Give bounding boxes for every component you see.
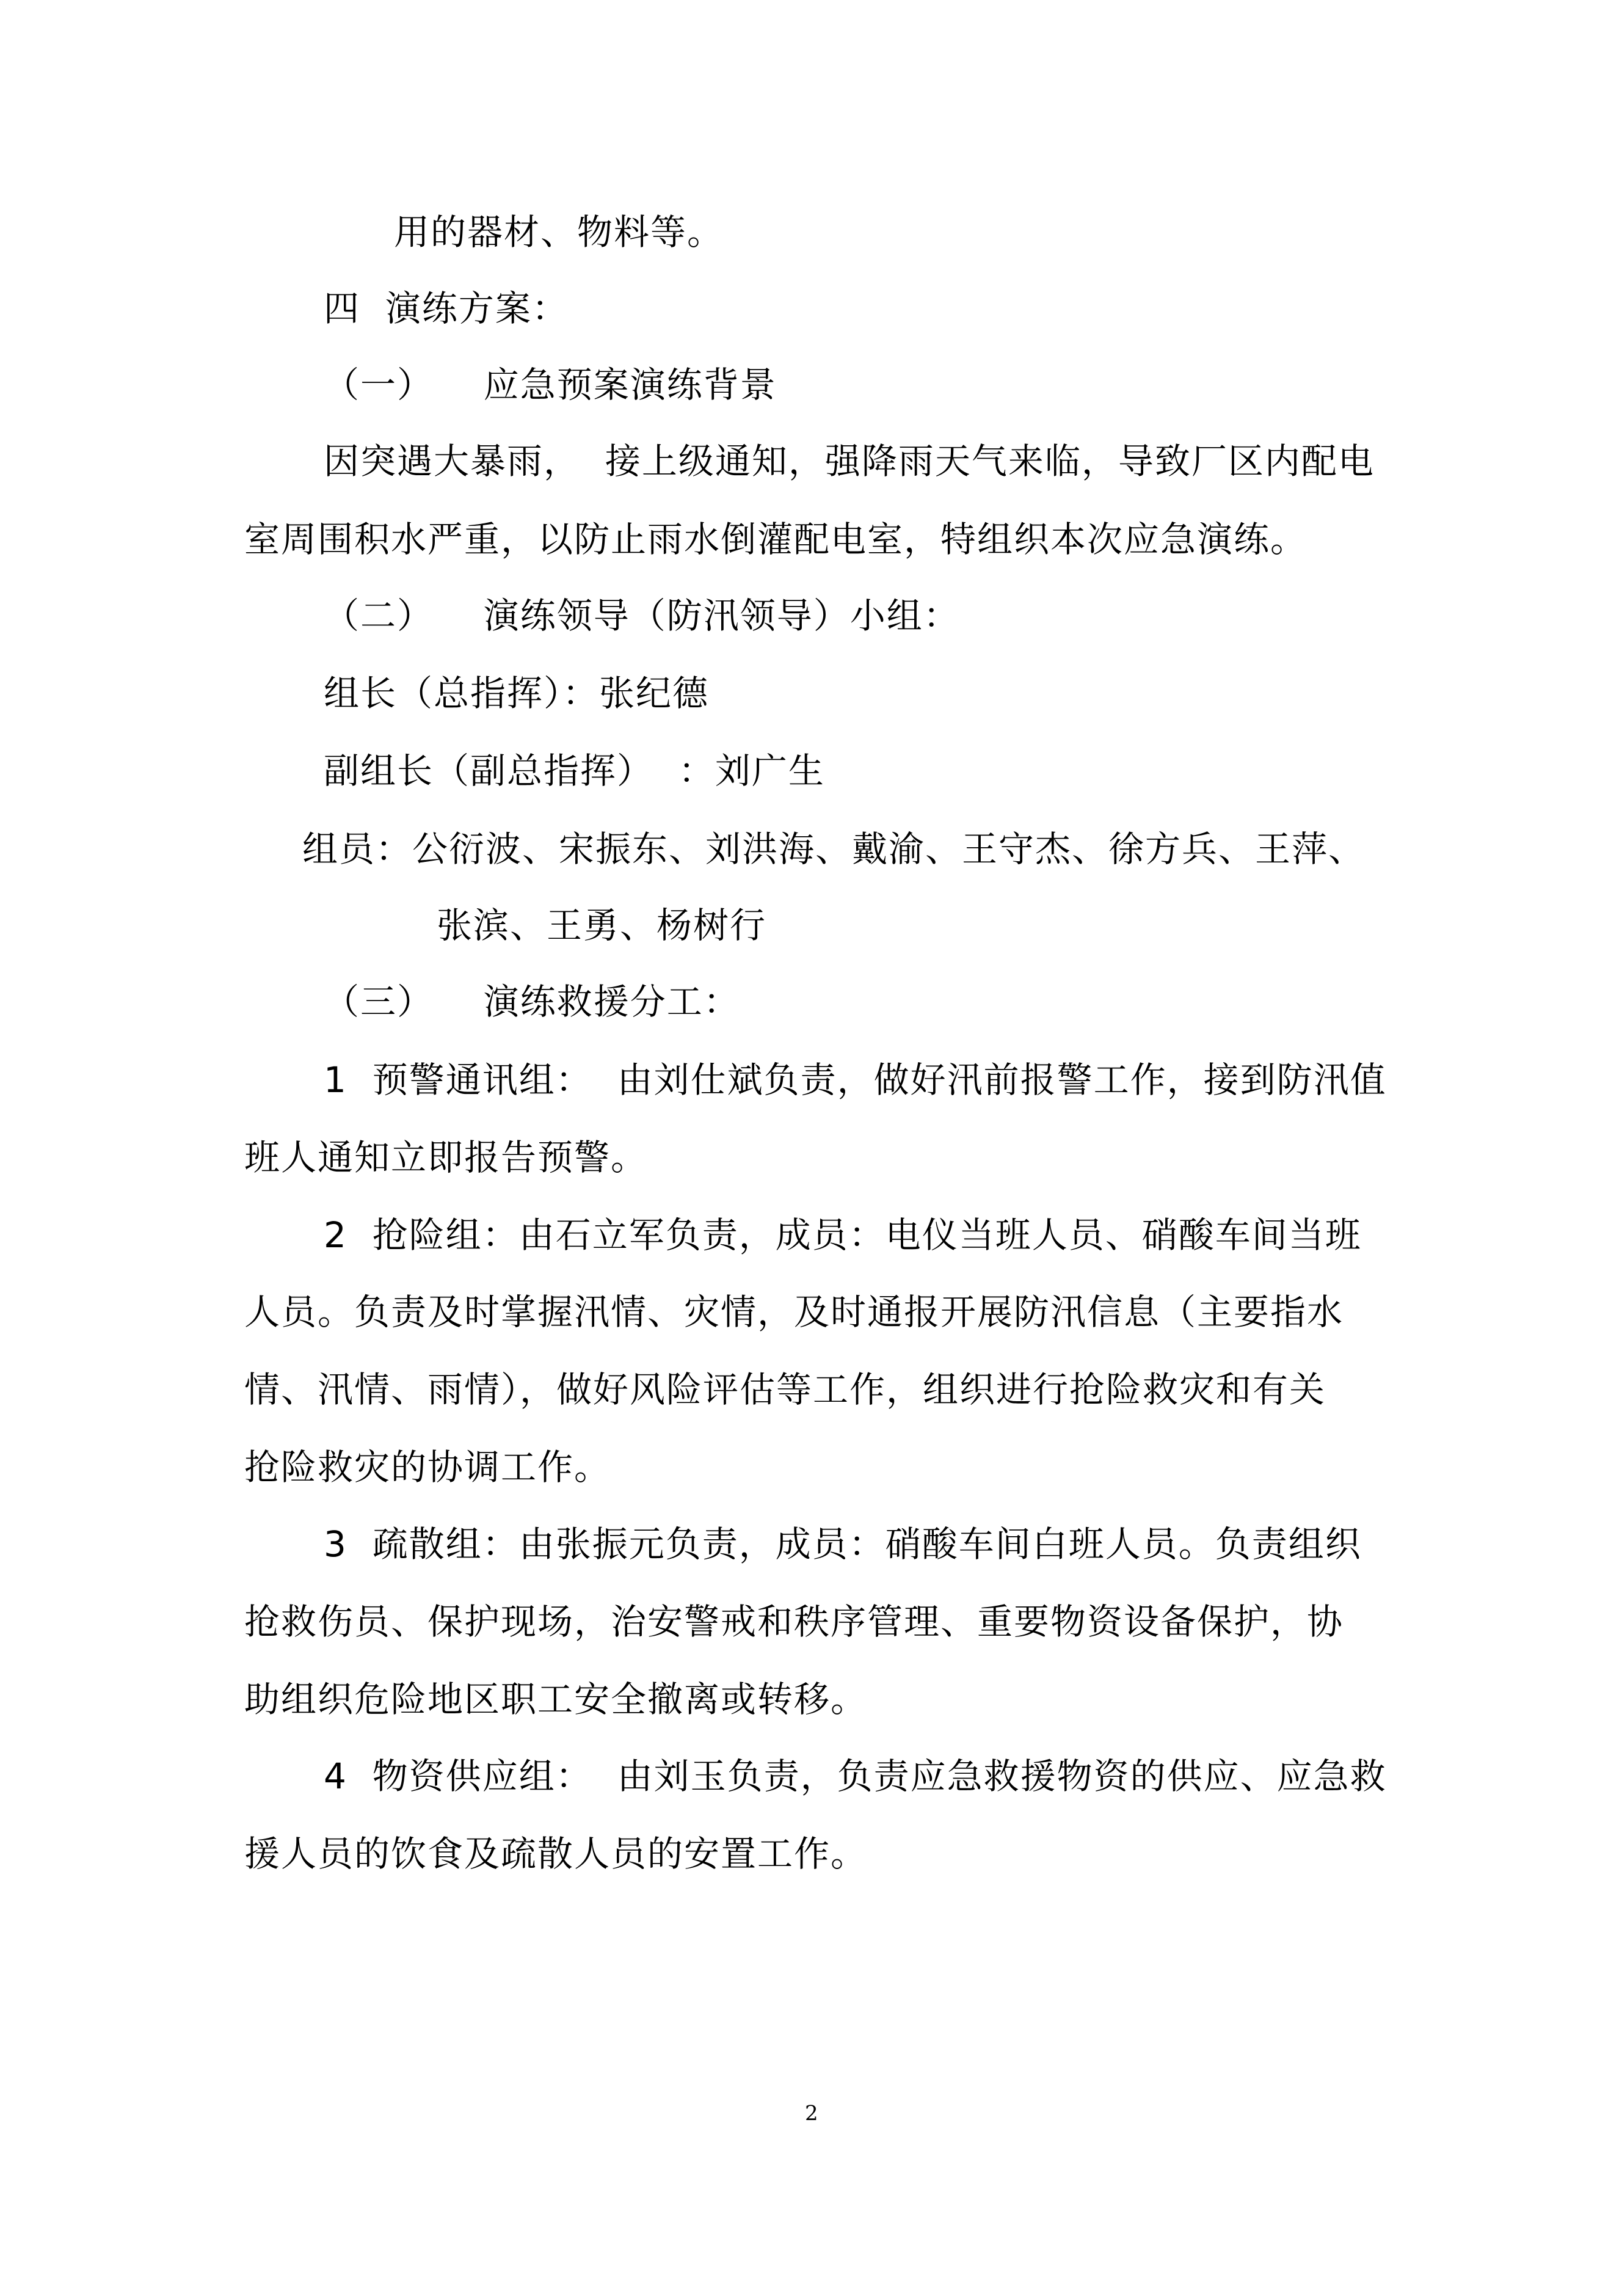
intro-tail-text: 用的器材、物料等。: [394, 211, 724, 253]
duty-item-3-line: 助组织危险地区职工安全撤离或转移。: [244, 1678, 868, 1720]
section-four-heading: 四 演练方案：: [324, 288, 569, 329]
sub1-paragraph-line: 室周围积水严重，以防止雨水倒灌配电室，特组织本次应急演练。: [244, 519, 1307, 560]
duty-item-3-line: 3 疏散组：由张振元负责，成员：硝酸车间白班人员。负责组织: [324, 1523, 1362, 1565]
duty-item-2-line: 抢险救灾的协调工作。: [244, 1446, 611, 1488]
duty-item-2-line: 2 抢险组：由石立军负责，成员：电仪当班人员、硝酸车间当班: [324, 1214, 1362, 1256]
duty-item-1-line: 1 预警通讯组： 由刘仕斌负责，做好汛前报警工作，接到防汛值: [324, 1059, 1387, 1101]
leader-line: 组长（总指挥）：张纪德: [324, 672, 710, 714]
members-line: 张滨、王勇、杨树行: [437, 905, 767, 946]
sub3-heading: （三） 演练救援分工：: [324, 981, 740, 1022]
sub1-heading: （一） 应急预案演练背景: [324, 364, 777, 406]
duty-item-4-line: 援人员的饮食及疏散人员的安置工作。: [244, 1833, 868, 1875]
deputy-leader-line: 副组长（副总指挥） ：刘广生: [324, 750, 825, 792]
page-number: 2: [805, 2101, 818, 2126]
duty-item-3-line: 抢救伤员、保护现场，治安警戒和秩序管理、重要物资设备保护，协: [244, 1601, 1344, 1642]
sub1-paragraph-line: 因突遇大暴雨， 接上级通知，强降雨天气来临，导致厂区内配电: [324, 440, 1375, 482]
members-line: 组员：公衍波、宋振东、刘洪海、戴渝、王守杰、徐方兵、王萍、: [302, 828, 1366, 870]
duty-item-2-line: 人员。负责及时掌握汛情、灾情，及时通报开展防汛信息（主要指水: [244, 1291, 1344, 1333]
duty-item-4-line: 4 物资供应组： 由刘玉负责，负责应急救援物资的供应、应急救: [324, 1755, 1387, 1797]
duty-item-2-line: 情、汛情、雨情），做好风险评估等工作，组织进行抢险救灾和有关: [244, 1369, 1326, 1410]
duty-item-1-line: 班人通知立即报告预警。: [244, 1137, 648, 1178]
sub2-heading: （二） 演练领导（防汛领导）小组：: [324, 595, 960, 636]
